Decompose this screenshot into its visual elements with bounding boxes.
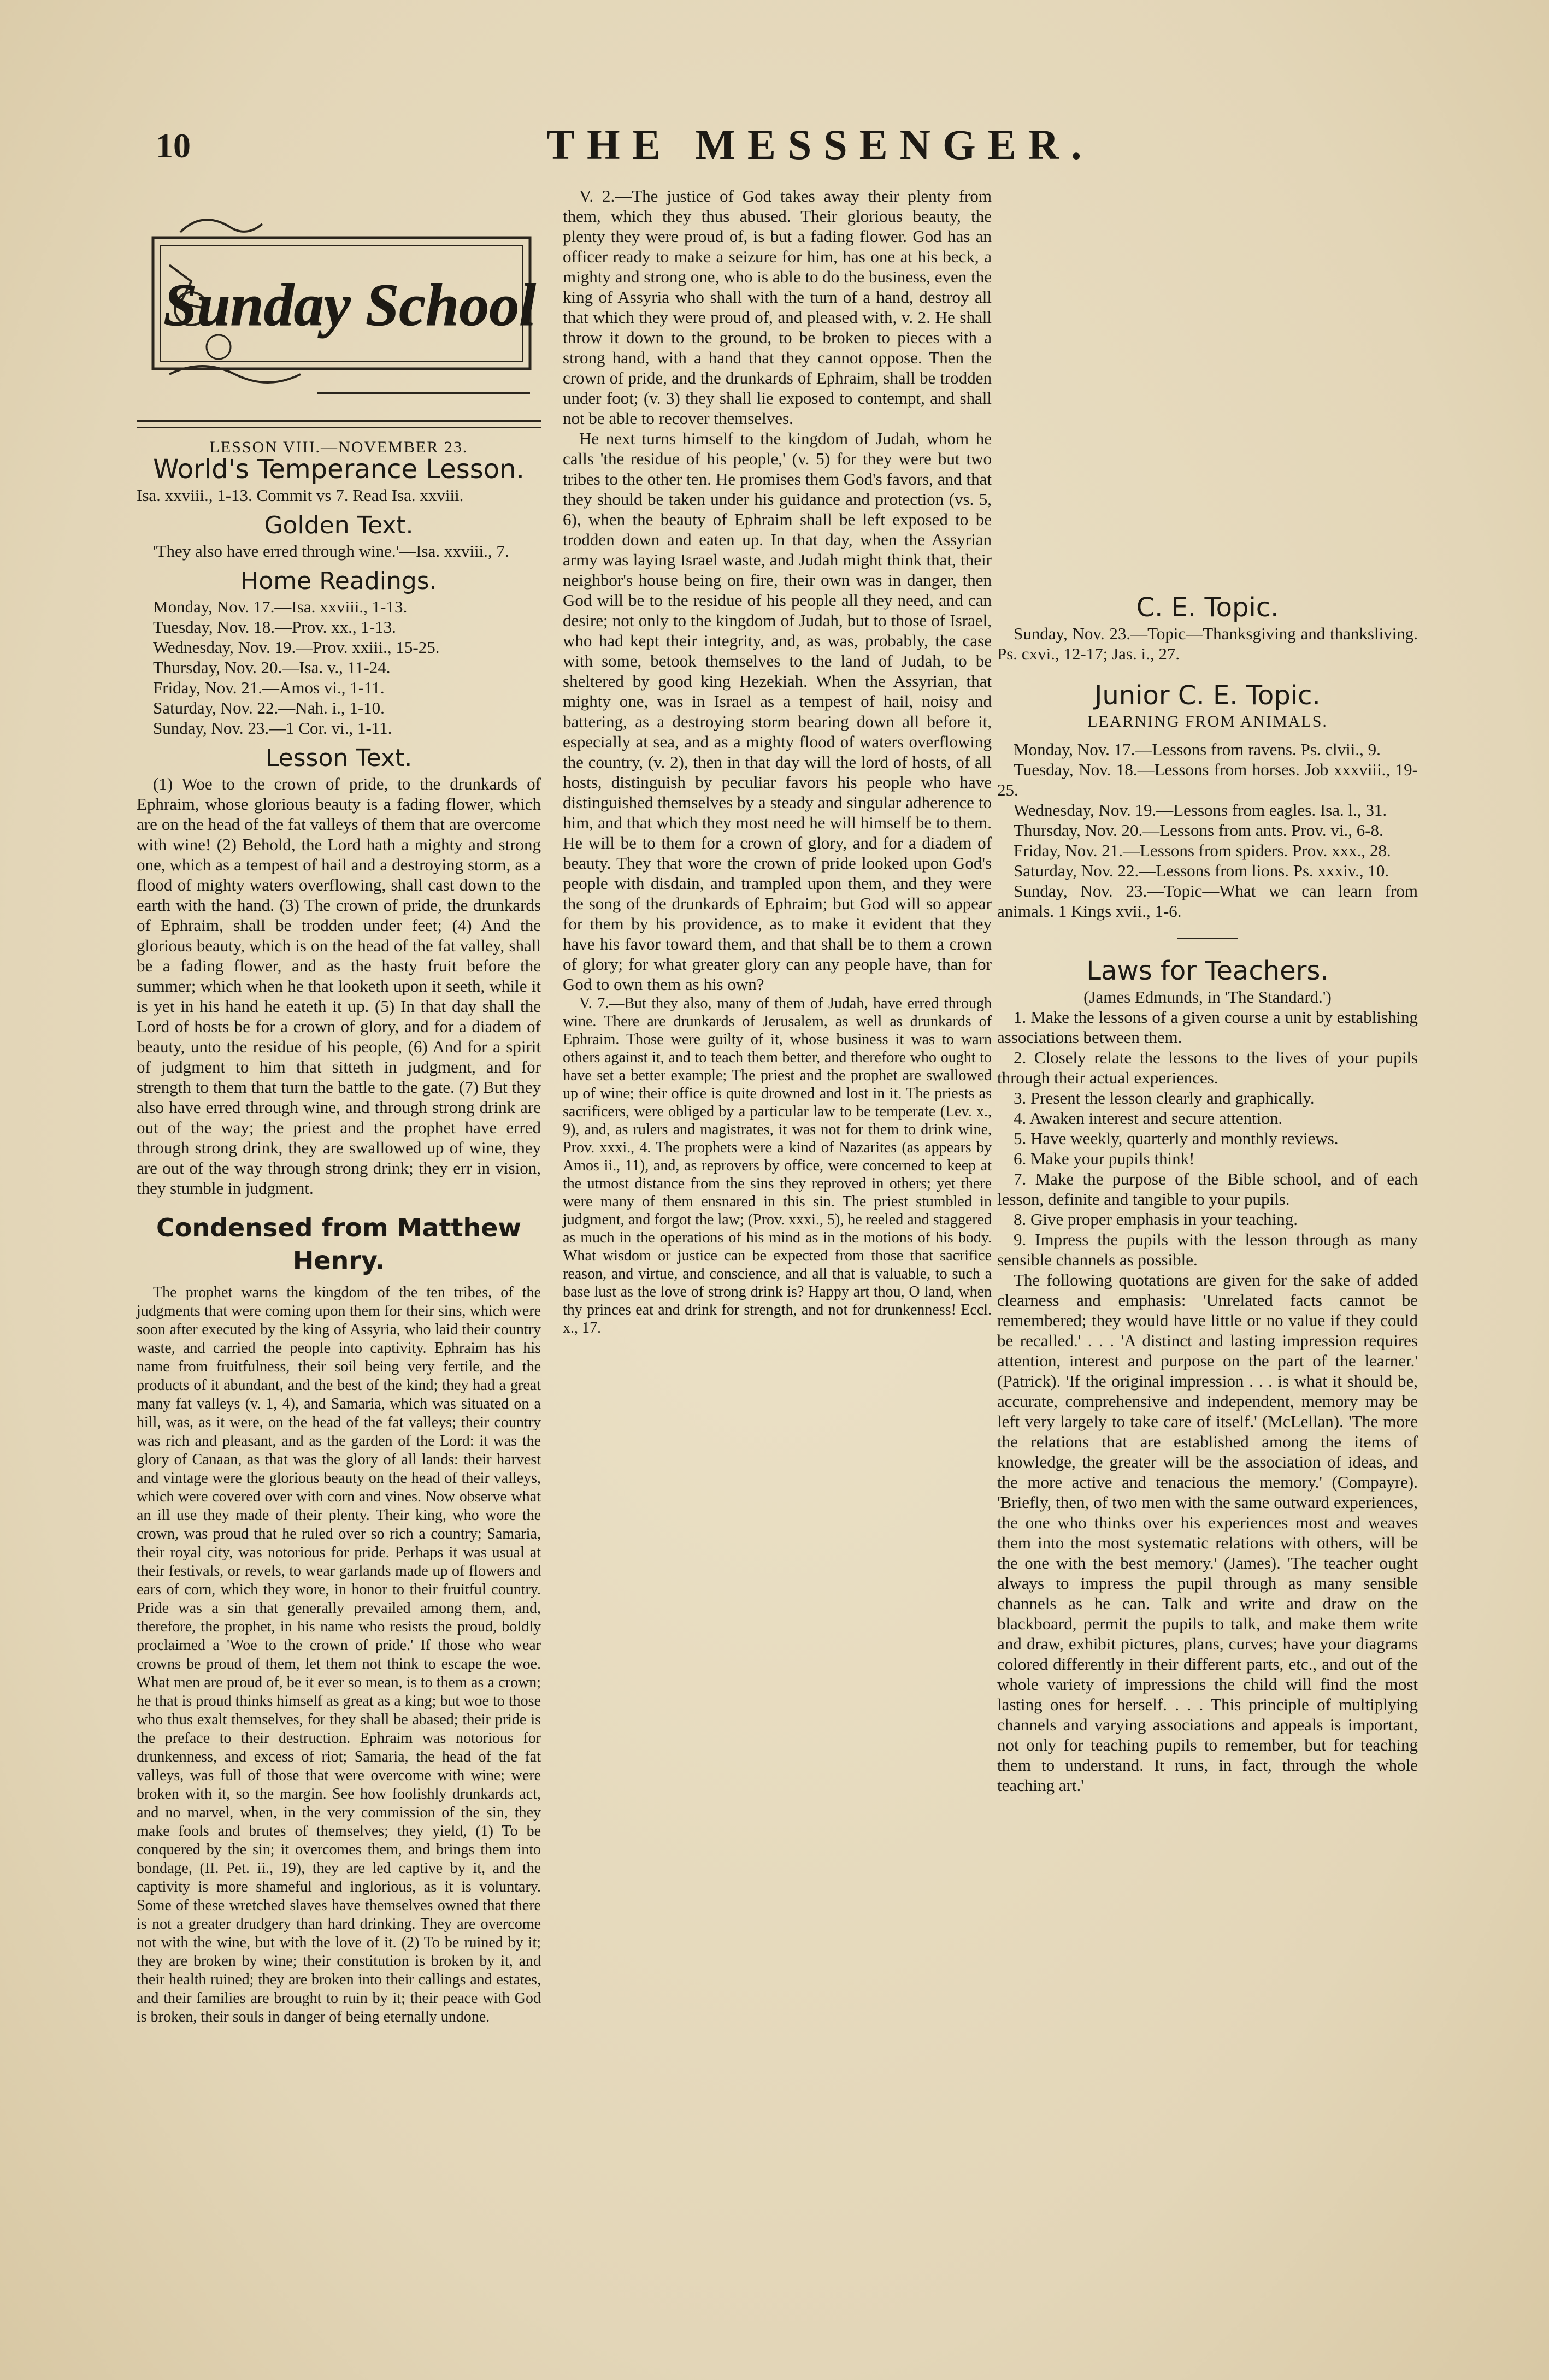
- henry-paragraph: V. 2.—The justice of God takes away their plenty from them, which they thus abused. Their glorious beauty, the plenty they were proud of, is but a fading flower. God has an officer ready to make a seizure for him, has one at his beck, a mighty and strong one, who is able to do the business, even the king of Assyria who shall with the turn of a hand, destroy all that which they were proud of, and pleased with, v. 2. He shall throw it down to the ground, to be broken to pieces with a strong hand, with a hand that they cannot oppose. Then the crown of pride, and the drunkards of Ephraim, shall be trodden under foot; (v. 3) they shall lie exposed to contempt, and shall not be able to recover themselves.: [563, 186, 992, 428]
- law-item: 2. Closely relate the lessons to the lives of your pupils through their actual experiences.: [997, 1048, 1418, 1087]
- golden-text: 'They also have erred through wine.'—Isa. xxviii., 7.: [153, 541, 509, 561]
- reading-item: Saturday, Nov. 22.—Nah. i., 1-10.: [153, 698, 385, 717]
- lesson-text: (1) Woe to the crown of pride, to the drunkards of Ephraim, whose glorious beauty is a fading flower, which are on the head of the fat valleys of them that are overcome with wine! (2) Behold, the Lord hath a mighty and strong one, which as a tempest of hail and a destroying storm, as a flood of mighty waters overflowing, shall cast down to the earth with the hand. (3) The crown of pride, the drunkards of Ephraim, shall be trodden under feet; (4) And the glorious beauty, which is on the head of the fat valley, shall be a fading flower, and as the hasty fruit before the summer; which when he that looketh upon it seeth, while it is yet in his hand he eateth it up. (5) In that day shall the Lord of hosts be for a crown of glory, and for a diadem of beauty, unto the residue of his people, (6) And for a spirit of judgment to him that sitteth in judgment, and for strength to them that turn the battle to the gate. (7) But they also have erred through wine, and through strong drink are out of the way; the priest and the prophet have erred through strong drink, they are swallowed up of wine, they are out of the way through strong drink; they err in vision, they stumble in judgment.: [137, 774, 541, 1198]
- junior-item: Tuesday, Nov. 18.—Lessons from horses. Job xxxviii., 19-25.: [997, 760, 1418, 799]
- masthead: THE MESSENGER.: [546, 121, 1094, 168]
- lesson-title: World's Temperance Lesson.: [153, 454, 525, 485]
- junior-item: Wednesday, Nov. 19.—Lessons from eagles. Isa. l., 31.: [1014, 800, 1387, 820]
- divider: [1177, 938, 1238, 939]
- laws-heading: Laws for Teachers.: [1086, 956, 1329, 986]
- junior-item: Friday, Nov. 21.—Lessons from spiders. Prov. xxx., 28.: [1014, 841, 1391, 860]
- page-number: 10: [156, 126, 191, 165]
- junior-item: Sunday, Nov. 23.—Topic—What we can learn from animals. 1 Kings xvii., 1-6.: [997, 881, 1418, 921]
- ce-topic-text: Sunday, Nov. 23.—Topic—Thanksgiving and thanksliving. Ps. cxvi., 12-17; Jas. i., 27.: [997, 624, 1418, 663]
- page-header: [0, 109, 1549, 175]
- home-readings-heading: Home Readings.: [240, 567, 437, 595]
- lesson-reference: Isa. xxviii., 1-13. Commit vs 7. Read Isa. xxviii.: [137, 486, 464, 505]
- henry-paragraph: The prophet warns the kingdom of the ten tribes, of the judgments that were coming upon them for their sins, which were soon after executed by the king of Assyria, who laid their country waste, and carried the people into captivity. Ephraim has his name from fruitfulness, their soil being very fertile, and the products of it abundant, and the best of the kind; they had a great many fat valleys (v. 1, 4), and Samaria, which was situated on a hill, was, as it were, on the head of the fat valleys; their country was rich and pleasant, and as the garden of the Lord: it was the glory of Canaan, as that was the glory of all lands: their harvest and vintage were the glorious beauty on the head of their valleys, which were covered over with corn and vines. Now observe what an ill use they made of their plenty. Their king, who wore the crown, was proud that he ruled over so rich a country; Samaria, their royal city, was notorious for pride. Perhaps it was usual at their festivals, or revels, to wear garlands made up of flowers and ears of corn, which they wore, in honor to their fruitful country. Pride was a sin that generally prevailed among them, and, therefore, the prophet, in his name who resists the proud, boldly proclaimed a 'Woe to the crown of pride.' If those who wear crowns be proud of them, let them not think to escape the woe. What men are proud of, be it ever so mean, is to them as a crown; he that is proud thinks himself as great as a king; but woe to those who thus exalt themselves, for they shall be abased; their pride is the preface to their destruction. Ephraim was notorious for drunkenness, and excess of riot; Samaria, the head of the fat valleys, was full of those that were overcome with wine; were broken with it, so the margin. See how foolishly drunkards act, and no marvel, when, in the very commission of the sin, they make fools and brutes of themselves; they yield, (1) To be conquered by the sin; it overcomes them, and brings them into bondage, (II. Pet. ii., 19), they are led captive by it, and the captivity is more shameful and inglorious, as it is voluntary. Some of these wretched slaves have themselves owned that there is not a greater drudgery than hard drinking. They are overcome not with the wine, but with the love of it. (2) To be ruined by it; they are broken by wine; their constitution is broken by it, and their health ruined; they are broken into their callings and estates, and their families are brought to ruin by it; their peace with God is broken, their souls in danger of being eternally undone.: [137, 1284, 541, 2025]
- reading-item: Wednesday, Nov. 19.—Prov. xxiii., 15-25.: [153, 638, 440, 657]
- lesson-text-heading: Lesson Text.: [265, 744, 413, 772]
- junior-heading: Junior C. E. Topic.: [1094, 680, 1321, 711]
- reading-item: Thursday, Nov. 20.—Isa. v., 11-24.: [153, 658, 391, 677]
- law-item: 8. Give proper emphasis in your teaching.: [1014, 1210, 1298, 1229]
- law-item: 5. Have weekly, quarterly and monthly reviews.: [1014, 1129, 1339, 1148]
- lesson-number: LESSON VIII.—NOVEMBER 23.: [209, 438, 468, 456]
- law-item: 6. Make your pupils think!: [1014, 1149, 1195, 1168]
- law-item: 7. Make the purpose of the Bible school, and of each lesson, definite and tangible to your pupils.: [997, 1169, 1418, 1209]
- law-item: 4. Awaken interest and secure attention.: [1014, 1109, 1283, 1128]
- column-right: [997, 592, 1418, 1795]
- henry-paragraph: He next turns himself to the kingdom of Judah, whom he calls 'the residue of his people,' (v. 5) for they were but two tribes to the other ten. He promises them God's favors, and that they should be taken under his guidance and protection (vs. 5, 6), when the beauty of Ephraim shall be left exposed to be trodden down and eaten up. In that day, when the Assyrian army was laying Israel waste, and Judah might think that, their neighbor's house being on fire, their own was in danger, then God will be to the residue of his people all they need, and can desire; not only to the kingdom of Judah, but to those of Israel, who had kept their integrity, and, as was, probably, the case with some, betook themselves to the land of Judah, to be sheltered by good king Hezekiah. When the Assyrian, that mighty one, was in Israel as a tempest of hail, noisy and battering, as a destroying storm bearing down all before it, especially at sea, and as a mighty flood of waters overflowing the country, (v. 2), then in that day will the lord of hosts, of all hosts, distinguish by peculiar favors his people who have distinguished themselves by a steady and singular adherence to him, and that which they most need he will himself be to them. He will be to them for a crown of glory, and for a diadem of beauty. They that wore the crown of pride looked upon God's people with disdain, and trampled upon them, and they were the song of the drunkards of Ephraim; but God will so appear for them by his providence, as to make it evident that they have his favor toward them, and that shall be to them a crown of glory; for what greater glory can any people have, than for God to own them as his own?: [563, 429, 992, 994]
- law-item: 3. Present the lesson clearly and graphically.: [1014, 1088, 1315, 1107]
- law-item: 1. Make the lessons of a given course a unit by establishing associations between them.: [997, 1008, 1418, 1047]
- laws-closing: The following quotations are given for the sake of added clearness and emphasis: 'Unrelated facts cannot be remembered; they would have little or no value if they could be recalled.' . . . 'A distinct and lasting impression requires attention, interest and purpose on the part of the learner.' (Patrick). 'If the original impression . . . is what it should be, accurate, comprehensive and independent, memory may be left very largely to take care of itself.' (McLellan). 'The more the relations that are established among the items of knowledge, the greater will be the association of ideas, and the more active and tenacious the memory.' (Compayre). 'Briefly, then, of two men with the same outward experiences, the one who thinks over his experiences most and weaves them into the most systematic relations with others, will be the one with the best memory.' (James). 'The teacher ought always to impress the pupil through as many sensible channels as he can. Talk and write and draw on the blackboard, permit the pupils to talk, and make them write and draw, exhibit pictures, plans, curves; have your diagrams colored differently in their different parts, etc., and out of the whole variety of impressions the child will find the most lasting ones for herself. . . . This principle of multiplying channels and varying associations and appeals is important, not only for teaching pupils to remember, but for teaching them to understand. It runs, in fact, through the whole teaching art.': [997, 1270, 1418, 1795]
- golden-text-heading: Golden Text.: [264, 511, 414, 539]
- reading-item: Friday, Nov. 21.—Amos vi., 1-11.: [153, 678, 385, 697]
- sunday-school-logo-art: [137, 199, 541, 413]
- reading-item: Sunday, Nov. 23.—1 Cor. vi., 1-11.: [153, 718, 392, 738]
- column-middle: [563, 186, 992, 1337]
- junior-item: Monday, Nov. 17.—Lessons from ravens. Ps. clvii., 9.: [1014, 740, 1381, 759]
- laws-source: (James Edmunds, in 'The Standard.'): [1083, 987, 1332, 1006]
- law-item: 9. Impress the pupils with the lesson through as many sensible channels as possible.: [997, 1230, 1418, 1269]
- ce-topic-heading: C. E. Topic.: [1136, 592, 1279, 623]
- junior-subheading: LEARNING FROM ANIMALS.: [1087, 712, 1328, 731]
- sunday-school-logo: [137, 199, 541, 413]
- logo-text: Sunday School: [163, 272, 536, 338]
- rule: [137, 420, 541, 422]
- henry-paragraph: V. 7.—But they also, many of them of Judah, have erred through wine. There are drunkards of Jerusalem, as well as drunkards of Ephraim. Those were guilty of it, whose business it was to warn others against it, and to teach them better, and therefore who ought to have set a better example; The priest and the prophet are swallowed up of wine; their office is quite drowned and lost in it. The priests as sacrificers, were obliged by a particular law to be temperate (Lev. x., 9), and, as rulers and magistrates, it was not for them to drink wine, Prov. xxxi., 4. The prophets were a kind of Nazarites (as appears by Amos ii., 11), and, as reprovers by office, were concerned to keep at the utmost distance from the sins they reproved in others; yet there were many of them ensnared in this sin. The priest stumbled in judgment, and forgot the law; (Prov. xxxi., 5), he reeled and staggered as much in the operations of his mind as in the motions of his body. What wisdom or justice can be expected from those that sacrifice reason, and virtue, and conscience, and all that is valuable, to such a base lust as the love of strong drink is? Happy art thou, O land, when thy princes eat and drink for strength, and not for drunkenness! Eccl. x., 17.: [563, 995, 992, 1336]
- reading-item: Monday, Nov. 17.—Isa. xxviii., 1-13.: [153, 597, 408, 616]
- column-left: [137, 183, 541, 2026]
- henry-heading: Condensed from Matthew Henry.: [156, 1213, 521, 1275]
- junior-item: Saturday, Nov. 22.—Lessons from lions. Ps. xxxiv., 10.: [1014, 861, 1389, 880]
- rule: [137, 427, 541, 428]
- reading-item: Tuesday, Nov. 18.—Prov. xx., 1-13.: [153, 617, 396, 637]
- junior-item: Thursday, Nov. 20.—Lessons from ants. Prov. vi., 6-8.: [1014, 821, 1383, 840]
